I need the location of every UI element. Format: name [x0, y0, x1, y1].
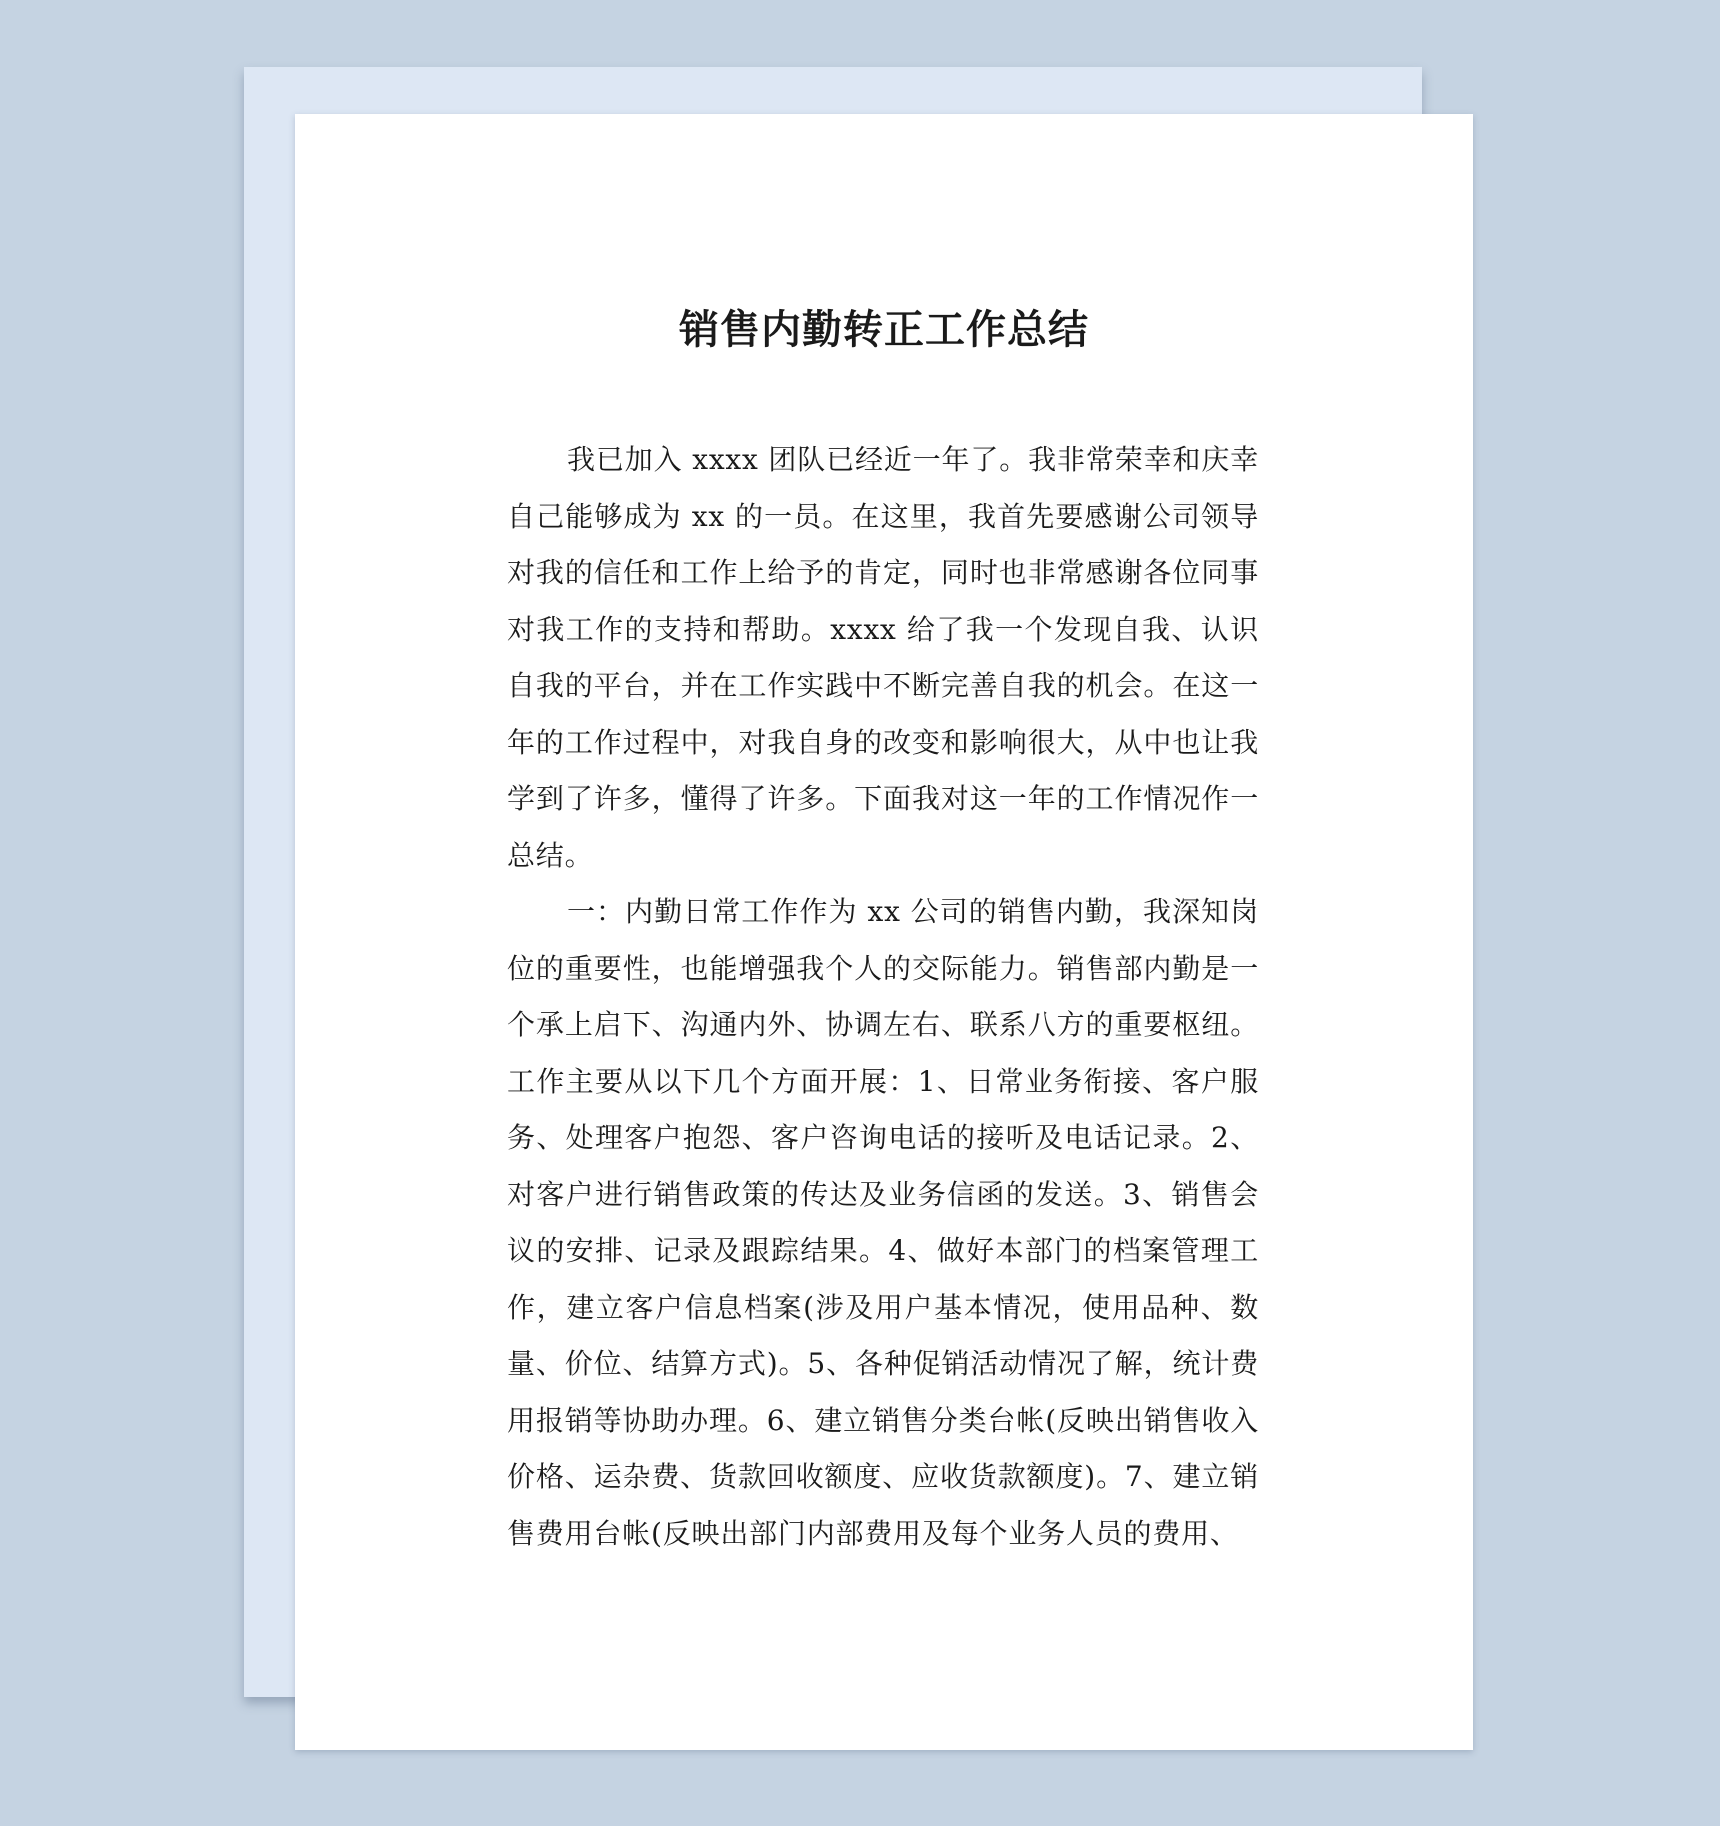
document-title: 销售内勤转正工作总结	[679, 307, 1089, 353]
paragraph-intro: 我已加入 xxxx 团队已经近一年了。我非常荣幸和庆幸自己能够成为 xx 的一员。在这里，我首先要感谢公司领导对我的信任和工作上给予的肯定，同时也非常感谢各位同事对我工作的支持和帮助。xxxx 给了我一个发现自我、认识自我的平台，并在工作实践中不断完善自我的机会。在这一年的工作过程中，对我自身的改变和影响很大，从中也让我学到了许多，懂得了许多。下面我对这一年的工作情况作一总结。	[507, 443, 1259, 872]
document-body	[507, 432, 1259, 1562]
document-page	[295, 114, 1473, 1750]
paragraph-daily-work: 一：内勤日常工作作为 xx 公司的销售内勤，我深知岗位的重要性，也能增强我个人的交际能力。销售部内勤是一个承上启下、沟通内外、协调左右、联系八方的重要枢纽。工作主要从以下几个方面开展：1、日常业务衔接、客户服务、处理客户抱怨、客户咨询电话的接听及电话记录。2、对客户进行销售政策的传达及业务信函的发送。3、销售会议的安排、记录及跟踪结果。4、做好本部门的档案管理工作，建立客户信息档案(涉及用户基本情况，使用品种、数量、价位、结算方式)。5、各种促销活动情况了解，统计费用报销等协助办理。6、建立销售分类台帐(反映出销售收入价格、运杂费、货款回收额度、应收货款额度)。7、建立销售费用台帐(反映出部门内部费用及每个业务人员的费用、	[507, 895, 1259, 1550]
